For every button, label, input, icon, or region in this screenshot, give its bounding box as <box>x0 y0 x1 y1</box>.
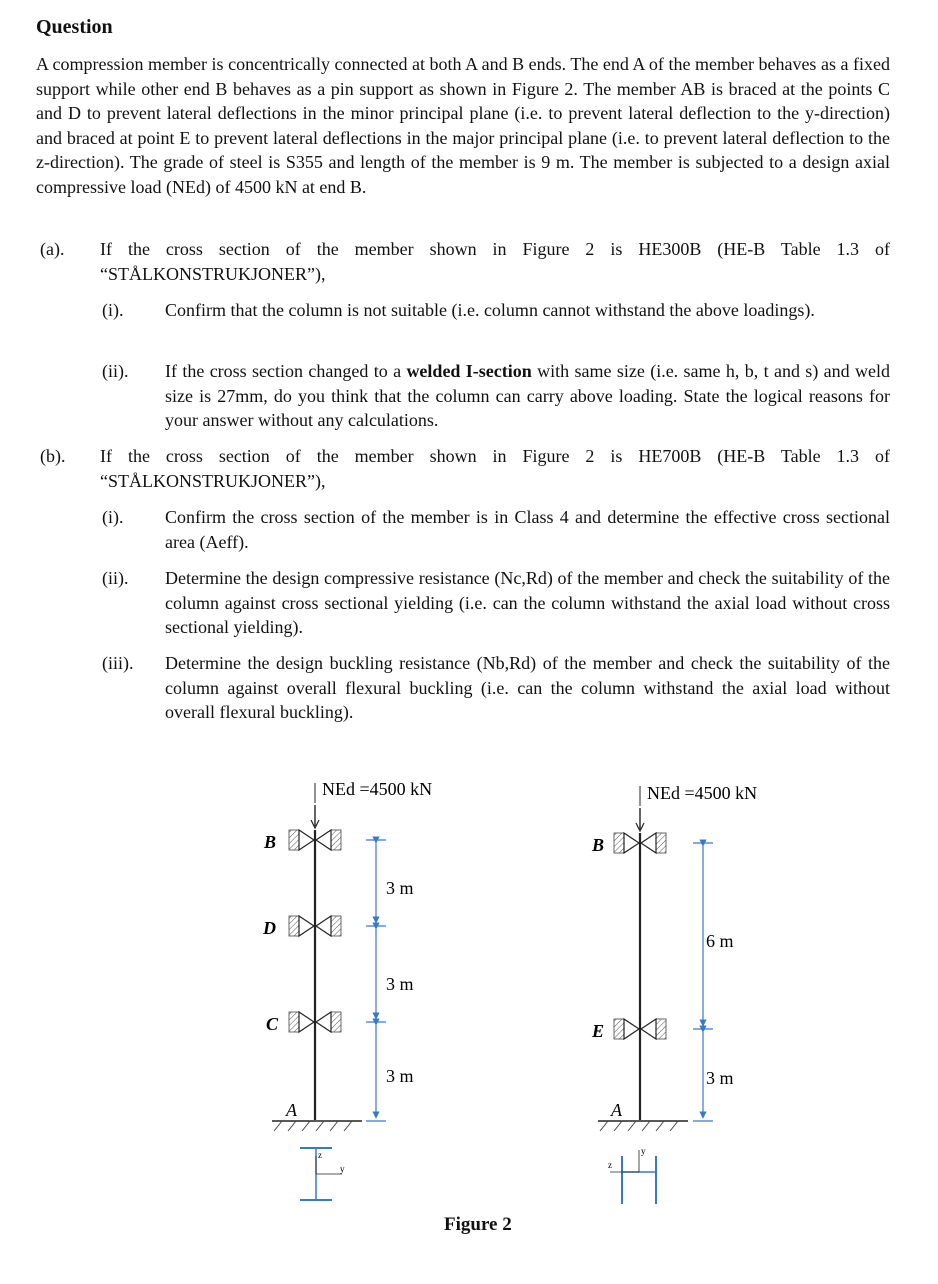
left-axis-y: y <box>340 1164 345 1174</box>
right-point-e: E <box>592 1021 605 1041</box>
part-b-ii-text: Determine the design compressive resistance (Nc,Rd) of the member and check the suitability of the column against cross sectional yielding (i.e. can the column withstand the axial load without cross sectional yielding). <box>165 568 890 638</box>
part-b-iii-label: (iii). <box>102 653 134 673</box>
part-a-text: If the cross section of the member shown in Figure 2 is HE300B (HE-B Table 1.3 of “STÅLKONSTRUKJONER”), <box>100 239 890 284</box>
left-dimension-lines <box>366 840 386 1121</box>
right-dim-2: 3 m <box>706 1068 734 1088</box>
part-a-i-label: (i). <box>102 300 124 320</box>
part-a-ii-text-before: If the cross section changed to a <box>165 361 407 381</box>
left-load-label: NEd =4500 kN <box>322 779 433 799</box>
right-dim-1: 6 m <box>706 931 734 951</box>
part-a-ii-text-after: with same size (i.e. same h, b, t and s) and weld size is 27mm, do you think that the column can carry above loading. State the logical reasons for your answer without any calculations. <box>165 361 891 431</box>
part-b-ii-label: (ii). <box>102 568 129 588</box>
part-b-label: (b). <box>40 446 66 466</box>
part-b-text: If the cross section of the member shown in Figure 2 is HE700B (HE-B Table 1.3 of “STÅLKONSTRUKJONER”), <box>100 446 890 491</box>
right-axis-y: y <box>641 1146 646 1156</box>
question-heading: Question <box>36 16 113 38</box>
part-b-i-text: Confirm the cross section of the member is in Class 4 and determine the effective cross sectional area (Aeff). <box>165 507 890 552</box>
part-a-ii-bold: welded I-section <box>406 361 532 381</box>
question-intro: A compression member is concentrically connected at both A and B ends. The end A of the member behaves as a fixed support while other end B behaves as a pin support as shown in Figure 2. The member AB is braced at the points C and D to prevent lateral deflections in the minor principal plane (i.e. to prevent lateral deflection to the y-direction) and braced at point E to prevent lateral deflections in the major principal plane (i.e. to prevent lateral deflection to the z-direction). The grade of steel is S355 and length of the member is 9 m. The member is subjected to a design axial compressive load (NEd) of 4500 kN at end B. <box>36 54 890 197</box>
part-a-ii-label: (ii). <box>102 361 129 381</box>
left-dim-3: 3 m <box>386 1066 414 1086</box>
left-column-diagram <box>262 779 432 1200</box>
right-section-icon <box>608 1146 656 1204</box>
right-point-a: A <box>611 1100 622 1120</box>
part-a-i-text: Confirm that the column is not suitable (i.e. column cannot withstand the above loadings). <box>165 300 815 320</box>
left-dim-2: 3 m <box>386 974 414 994</box>
left-section-icon <box>300 1148 345 1200</box>
part-a-label: (a). <box>40 239 65 259</box>
left-point-a: A <box>286 1100 297 1120</box>
left-axis-z: z <box>318 1150 322 1160</box>
figure-caption: Figure 2 <box>444 1214 512 1235</box>
right-axis-z: z <box>608 1160 612 1170</box>
right-point-b: B <box>592 835 605 855</box>
left-point-b: B <box>264 832 277 852</box>
left-point-c: C <box>266 1014 279 1034</box>
part-b-i-label: (i). <box>102 507 124 527</box>
left-point-d: D <box>263 918 276 938</box>
right-load-label: NEd =4500 kN <box>647 783 758 803</box>
left-dim-1: 3 m <box>386 878 414 898</box>
right-column-diagram <box>591 783 757 1204</box>
part-b-iii-text: Determine the design buckling resistance (Nb,Rd) of the member and check the suitability of the column against overall flexural buckling (i.e. can the column withstand the axial load without overall flexural buckling). <box>165 653 890 723</box>
